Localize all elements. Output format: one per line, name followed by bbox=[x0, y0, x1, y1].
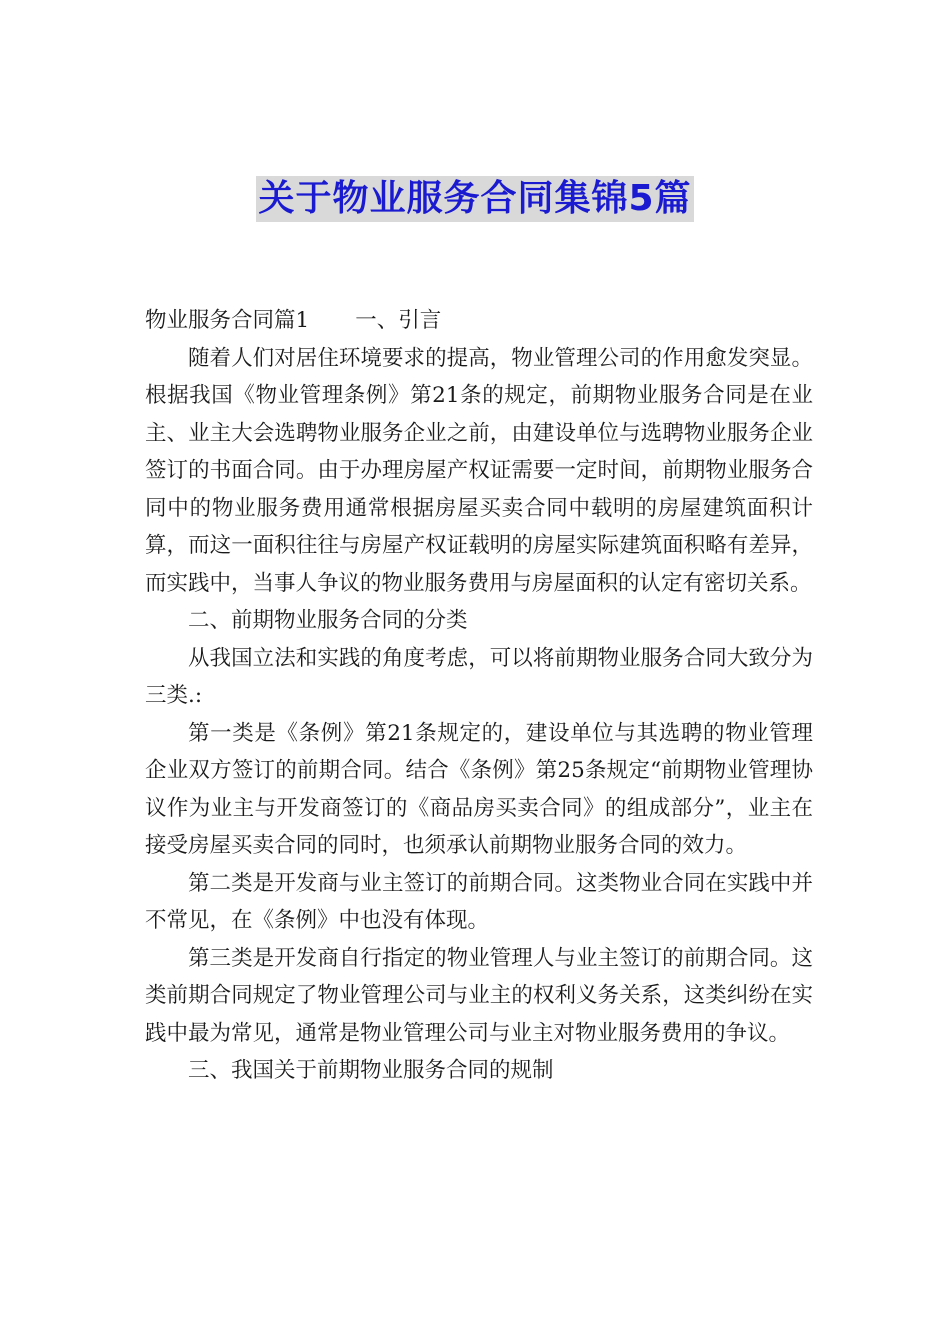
paragraph-intro: 随着人们对居住环境要求的提高，物业管理公司的作用愈发突显。根据我国《物业管理条例》第21条的规定，前期物业服务合同是在业主、业主大会选聘物业服务企业之前，由建设单位与选聘物业服务企业签订的书面合同。由于办理房屋产权证需要一定时间，前期物业服务合同中的物业服务费用通常根据房屋买卖合同中载明的房屋建筑面积计算，而这一面积往往与房屋产权证载明的房屋实际建筑面积略有差异，而实践中，当事人争议的物业服务费用与房屋面积的认定有密切关系。 bbox=[145, 345, 813, 596]
paragraph-classification: 从我国立法和实践的角度考虑，可以将前期物业服务合同大致分为三类.: bbox=[145, 645, 813, 708]
document-title: 关于物业服务合同集锦5篇 bbox=[256, 176, 693, 222]
contract-label: 物业服务合同篇1 bbox=[145, 308, 310, 333]
paragraph-type-one: 第一类是《条例》第21条规定的，建设单位与其选聘的物业管理企业双方签订的前期合同。结合《条例》第25条规定“前期物业管理协议作为业主与开发商签订的《商品房买卖合同》的组成部分”，业主在接受房屋买卖合同的同时，也须承认前期物业服务合同的效力。 bbox=[145, 720, 813, 858]
paragraph-type-three: 第三类是开发商自行指定的物业管理人与业主签订的前期合同。这类前期合同规定了物业管理公司与业主的权利义务关系，这类纠纷在实践中最为常见，通常是物业管理公司与业主对物业服务费用的争议。 bbox=[145, 945, 813, 1046]
title-container bbox=[0, 176, 950, 222]
first-line bbox=[145, 302, 813, 340]
section-heading-intro: 一、引言 bbox=[355, 308, 442, 333]
paragraph-type-two: 第二类是开发商与业主签订的前期合同。这类物业合同在实践中并不常见，在《条例》中也没有体现。 bbox=[145, 870, 813, 933]
document-body bbox=[145, 302, 813, 1090]
section-heading-classification: 二、前期物业服务合同的分类 bbox=[188, 608, 468, 633]
section-heading-regulation: 三、我国关于前期物业服务合同的规制 bbox=[188, 1058, 554, 1083]
